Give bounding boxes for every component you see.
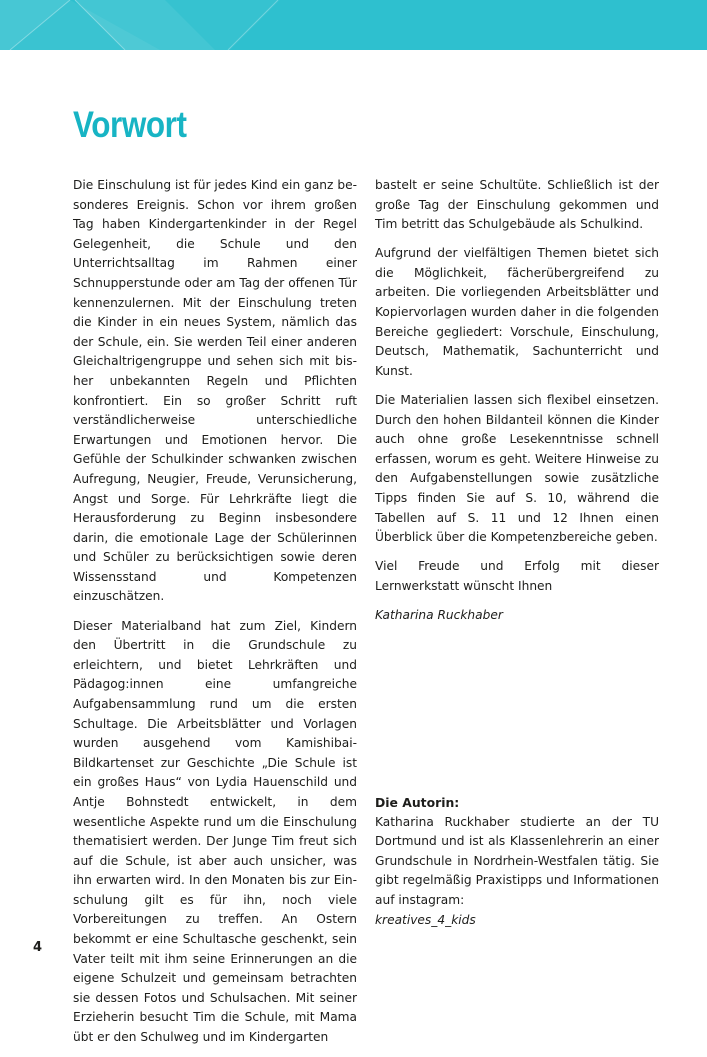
paragraph-closing: Viel Freude und Erfolg mit dieser Lernwerkstatt wünscht Ihnen — [375, 559, 659, 593]
author-bio — [375, 813, 659, 931]
paragraph-material: Dieser Materialband hat zum Ziel, Kindern den Übertritt in die Grundschule zu erleichtern, und bietet Lehrkräften und Pädagog:innen eine umfangreiche Aufgabensammlung rund um die ersten Schultage. Die Arbeitsblätter und Vorlagen wurden ausgehend vom Kamishibai-Bildkartenset zur Geschichte „Die Schule ist ein großes Haus“ von Lydia Hauenschild und Antje Bohnstedt entwickelt, in dem wesentliche Aspekte rund um die Einschulung thematisiert werden. Der Junge Tim freut sich auf die Schule, ist aber auch unsicher, was ihn erwarten wird. In den Monaten bis zur Einschulung gilt es für ihn, noch viele Vorbereitungen zu treffen. An Ostern bekommt er eine Schultasche geschenkt, sein Vater teilt mit ihm seine Erinnerungen an die eigene Schulzeit und gemeinsam betrachten sie dessen Fotos und Schulsachen. Mit seiner Erzieherin besucht Tim die Schule, mit Mama übt er den Schulweg und im Kindergarten — [73, 618, 357, 1045]
page-title: Vorwort — [73, 104, 187, 145]
page-number: 4 — [33, 940, 43, 955]
right-column — [375, 176, 659, 635]
paragraph-intro: Die Einschulung ist für jedes Kind ein ganz besonderes Ereignis. Schon vor ihrem großen Tag haben Kindergartenkinder in der Regel Gelegenheit, die Schule und den Unterrichtsalltag im Rahmen einer Schnupperstunde oder am Tag der offenen Tür kennenzulernen. Mit der Einschulung treten die Kinder in ein neues System, nämlich das der Schule, ein. Sie werden Teil einer anderen Gleichaltrigengruppe und sehen sich mit bisher unbekannten Regeln und Pflichten konfrontiert. Ein so großer Schritt ruft verständlicherweise unterschiedliche Erwartungen und Emotionen hervor. Die Gefühle der Schulkinder schwanken zwischen Aufregung, Neugier, Freude, Verunsicherung, Angst und Sorge. Für Lehrkräfte liegt die Herausforderung zu Beginn insbesondere darin, die emotionale Lage der Schülerinnen und Schüler zu berücksichtigen sowie deren Wissensstand und Kompetenzen einzuschätzen. — [73, 178, 357, 604]
banner-triangles-decoration — [0, 0, 707, 50]
instagram-handle: kreatives_4_kids — [375, 912, 476, 927]
author-bio-text: Katharina Ruckhaber studierte an der TU Dortmund und ist als Klassenlehrerin an einer Grundschule in Nordrhein-Westfalen tätig. Sie gibt regelmäßig Praxistipps und Informationen auf instagram: — [375, 814, 659, 907]
paragraph-continuation: bastelt er seine Schultüte. Schließlich ist der große Tag der Einschulung gekommen und Tim betritt das Schulgebäude als Schulkind. — [375, 178, 659, 232]
header-banner — [0, 0, 707, 50]
left-column — [73, 176, 357, 1057]
paragraph-themes: Aufgrund der vielfältigen Themen bietet sich die Möglichkeit, fächerübergreifend zu arbeiten. Die vorliegenden Arbeitsblätter und Kopiervorlagen wurden daher in die folgenden Bereiche gegliedert: Vorschule, Einschulung, Deutsch, Mathematik, Sachunterricht und Kunst. — [375, 246, 659, 378]
paragraph-materials-use: Die Materialien lassen sich flexibel einsetzen. Durch den hohen Bildanteil können die Kinder auch ohne große Lesekenntnisse schnell erfassen, worum es geht. Weitere Hinweise zu den Aufgabenstellungen sowie zusätzliche Tipps finden Sie auf S. 10, während die Tabellen auf S. 11 und 12 Ihnen einen Überblick über die Kompetenzbereiche geben. — [375, 392, 659, 545]
author-box — [375, 793, 659, 930]
signature: Katharina Ruckhaber — [375, 607, 503, 622]
author-heading: Die Autorin: — [375, 795, 460, 810]
